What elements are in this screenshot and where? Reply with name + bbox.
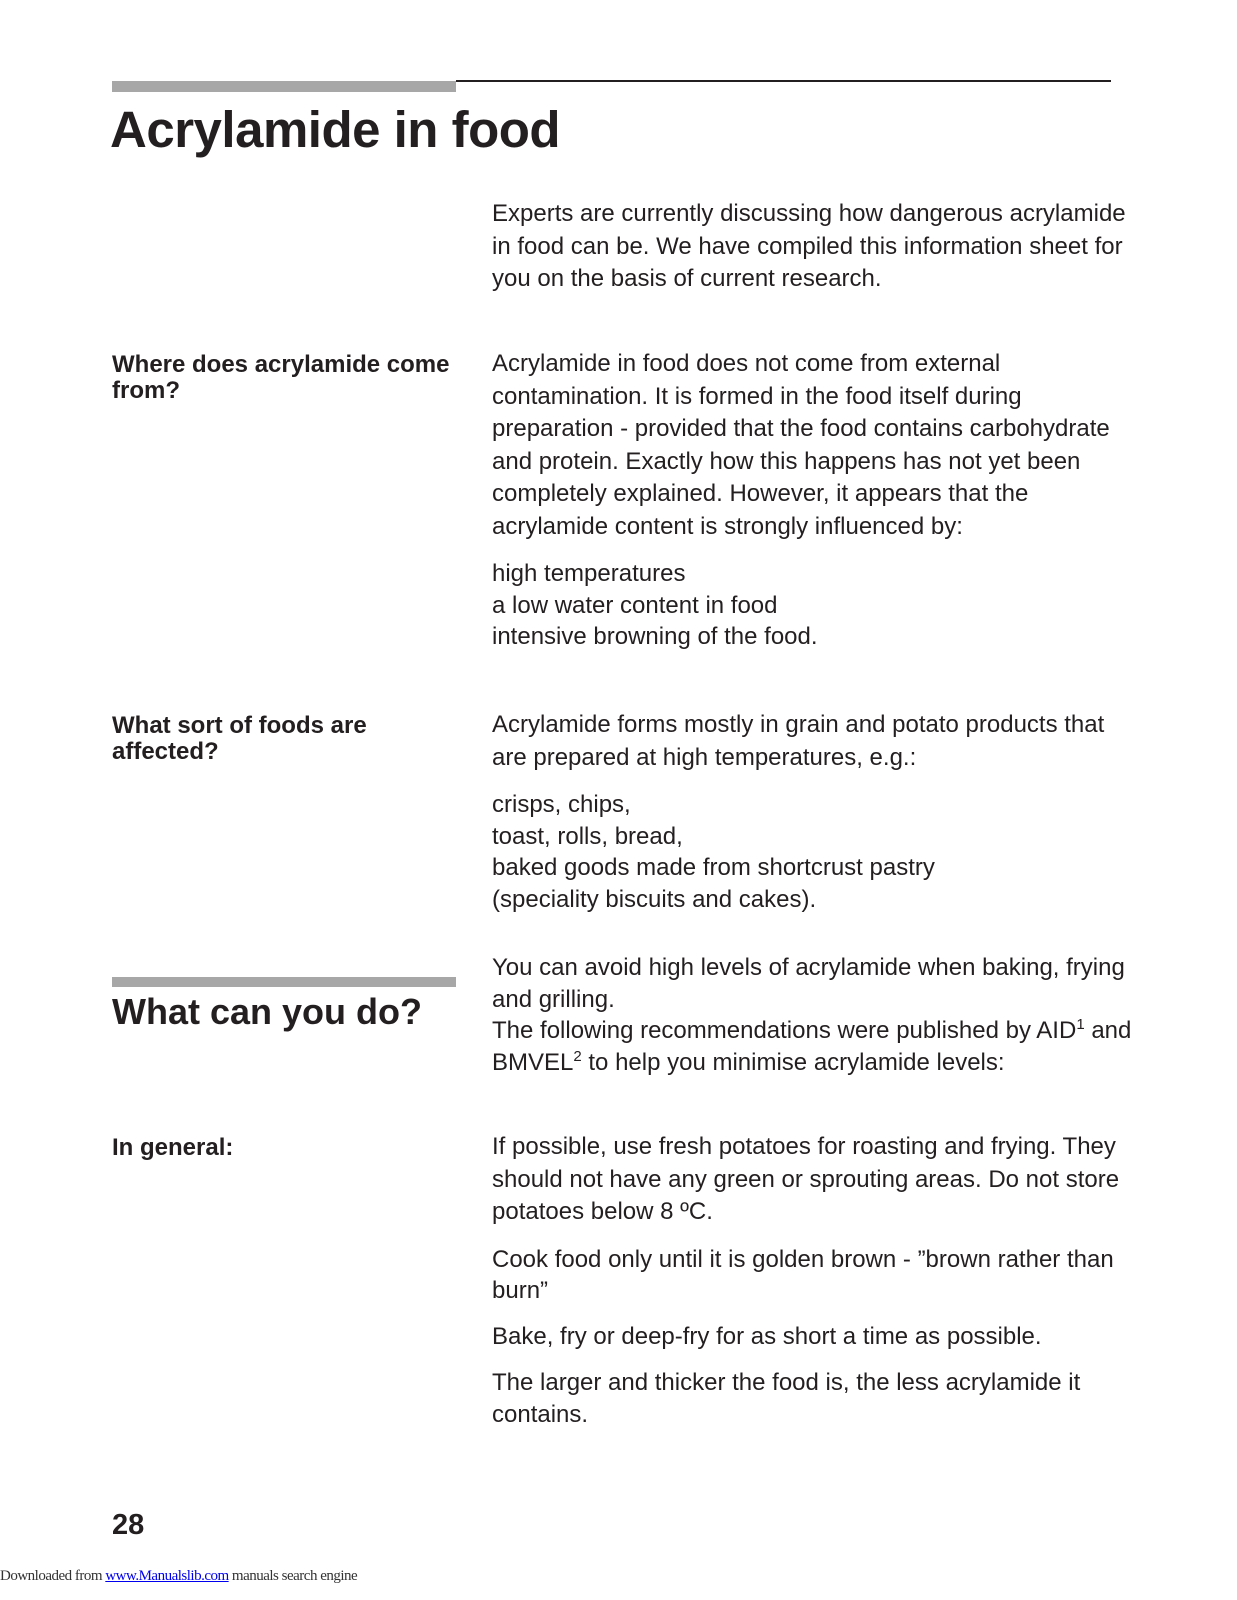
list-item: intensive browning of the food. [492, 623, 818, 650]
section-title: What can you do? [112, 991, 422, 1032]
where-section [492, 348, 1132, 653]
general-paragraph: Cook food only until it is golden brown - ”brown rather than burn” [492, 1245, 1114, 1304]
what-section [492, 952, 1132, 1078]
where-paragraph: Acrylamide in food does not come from external contamination. It is formed in the food itself during preparation - provided that the food contains carbohydrate and protein. Exactly how this happens has not yet been completely explained. However, it appears that the acrylamide content is strongly influenced by: [492, 350, 1110, 540]
manualslib-link[interactable]: www.Manualslib.com [105, 1568, 229, 1584]
general-section [492, 1131, 1132, 1430]
footnote-ref: 2 [573, 1047, 582, 1065]
where-heading: Where does acrylamide come from? [112, 351, 450, 404]
foods-list [492, 789, 1132, 915]
list-item: a low water content in food [492, 591, 778, 619]
what-paragraph-1: You can avoid high levels of acrylamide when baking, frying and grilling. [492, 954, 1125, 1013]
general-paragraph: If possible, use fresh potatoes for roasting and frying. They should not have any green or sprouting areas. Do not store potatoes below 8 ºC. [492, 1133, 1120, 1225]
list-item: baked goods made from shortcrust pastry [492, 854, 935, 881]
intro-paragraph: Experts are currently discussing how dangerous acrylamide in food can be. We have compiled this information sheet for you on the basis of current research. [492, 200, 1126, 292]
what-paragraph-2: The following recommendations were published by AID$^1$ and BMVEL$^2$ to help you minimise acrylamide levels: [492, 1016, 1132, 1076]
general-paragraph: The larger and thicker the food is, the less acrylamide it contains. [492, 1369, 1081, 1428]
general-heading: In general: [112, 1134, 234, 1161]
intro-text [492, 198, 1132, 296]
title-rule-thin [456, 80, 1111, 82]
list-item: toast, rolls, bread, [492, 822, 683, 850]
title-rule-thick [112, 81, 456, 92]
list-item: (speciality biscuits and cakes). [492, 885, 817, 913]
foods-paragraph: Acrylamide forms mostly in grain and potato products that are prepared at high temperatures, e.g.: [492, 711, 1105, 771]
where-list [492, 558, 1132, 653]
page-number: 28 [112, 1509, 145, 1541]
foods-section [492, 709, 1132, 915]
section-rule [112, 977, 456, 987]
page-title: Acrylamide in food [110, 101, 561, 158]
download-footer: Downloaded from www.Manualslib.com manuals search engine [0, 1568, 358, 1584]
list-item: high temperatures [492, 560, 686, 587]
footnote-ref: 1 [1076, 1016, 1085, 1033]
general-paragraph: Bake, fry or deep-fry for as short a time as possible. [492, 1322, 1042, 1350]
foods-heading: What sort of foods are affected? [112, 712, 367, 765]
list-item: crisps, chips, [492, 791, 631, 818]
